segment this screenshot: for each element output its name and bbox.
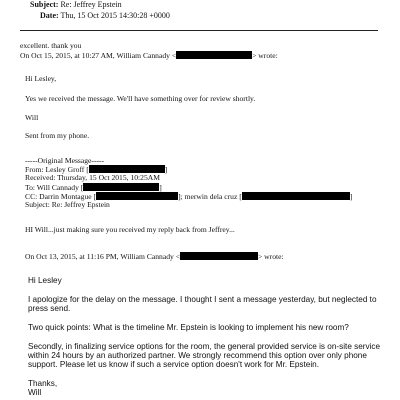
para3-line1: Secondly, in finalizing service options for the room, the general provided service is on-site service [28,342,381,351]
para2: Two quick points: What is the timeline Mr. Epstein is looking to implement his new room? [28,323,349,332]
to-line-text: To: Will Cannady [ [25,183,84,192]
para3-line2: within 24 hours by an authorized partner. We strongly recommend this option over only phone [28,351,367,360]
redaction-box [176,51,252,59]
sent-from-phone: Sent from my phone. [25,131,90,140]
from-line-close: ] [164,165,168,174]
hi-will-line: HI Will...just making sure you received my reply back from Jeffrey... [25,225,235,234]
redaction-box [242,192,350,200]
wrote-line-2 [25,252,284,261]
greeting-2: Hi Lesley [28,276,62,285]
to-line-close: ] [159,183,162,192]
para1-line1: I apologize for the delay on the message. I thought I sent a message yesterday, but neglected to [28,295,377,304]
received-line: Received: Thursday, 15 Oct 2015, 10:25AM [25,173,160,182]
date-header [40,12,170,20]
cc-line-mid: ]; merwin dela cruz [ [178,192,242,201]
signature-2: Will [28,388,42,397]
para1-line2: press send. [28,304,71,313]
to-line [25,183,162,192]
wrote-line-1-suffix: > wrote: [252,51,278,60]
reply-top: excellent. thank you [20,41,82,50]
redaction-box [96,192,178,200]
wrote-line-1-prefix: On Oct 15, 2015, at 10:27 AM, William Cannady < [20,51,177,60]
redaction-box [83,183,159,191]
redaction-box [180,252,258,260]
date-value: Thu, 15 Oct 2015 14:30:28 +0000 [60,11,170,20]
para3-line3: support. Please let us know if such a service option doesn't work for Mr. Epstein. [28,360,319,369]
thanks-line: Thanks, [28,379,58,388]
cc-line-prefix: CC: Darrin Montague [ [25,192,97,201]
body-1: Yes we received the message. We'll have something over for review shortly. [25,94,256,103]
subject-value: Re: Jeffrey Epstein [60,0,122,9]
header-divider [20,30,378,31]
wrote-line-1 [20,51,278,60]
signature-1: Will [25,113,39,122]
cc-line-close: ] [349,192,353,201]
from-line-text: From: Lesley Groff [ [25,165,89,174]
wrote-line-2-prefix: On Oct 13, 2015, at 11:16 PM, William Cannady < [25,252,180,261]
greeting-1: Hi Lesley, [25,74,57,83]
subject-header [30,1,122,9]
date-label: Date: [40,11,59,20]
subject-label: Subject: [30,0,59,9]
subject-line: Subject: Re: Jeffrey Epstein [25,200,110,209]
original-message-header: -----Original Message----- [25,156,105,165]
redaction-box [89,165,165,173]
wrote-line-2-suffix: > wrote: [258,252,284,261]
